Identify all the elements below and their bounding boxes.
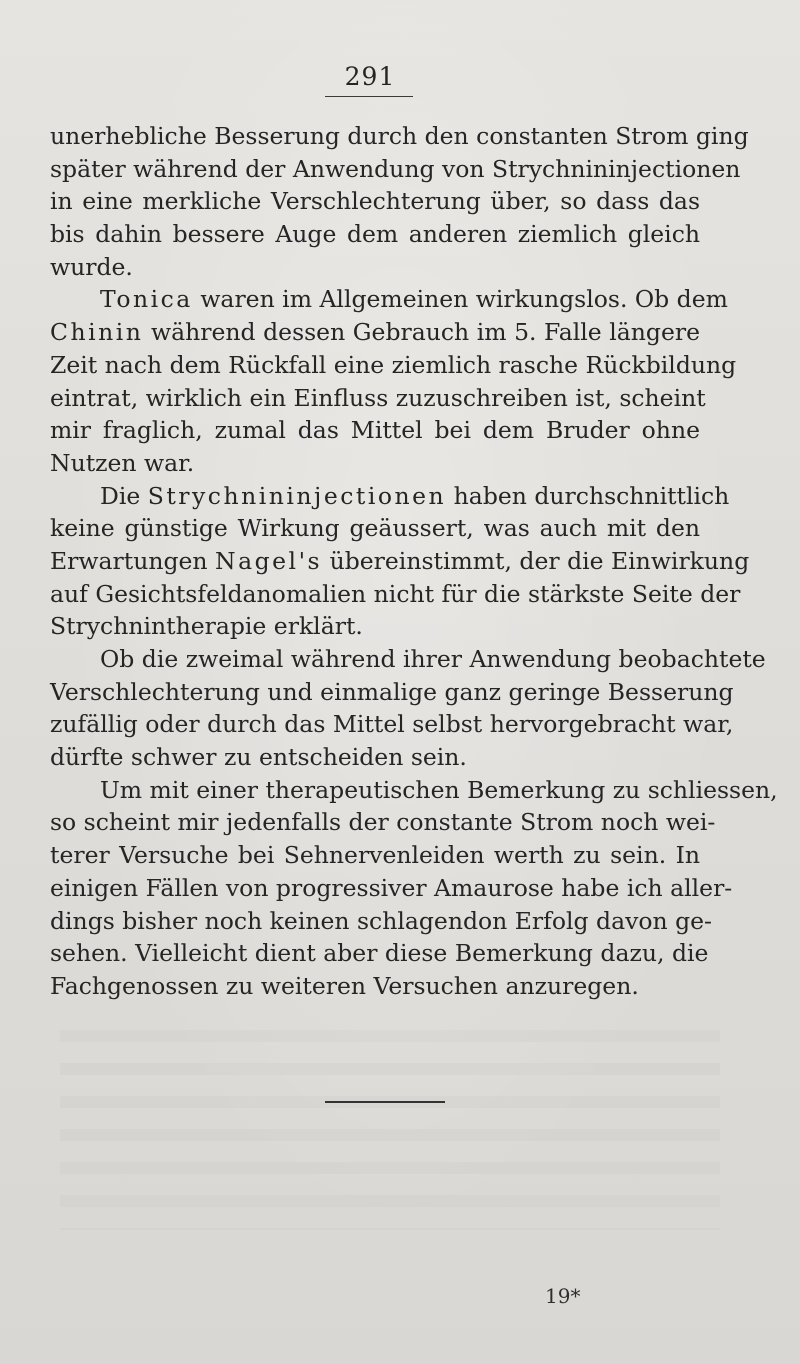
emphasis-nagel: Nagel's bbox=[215, 546, 323, 575]
text-line bbox=[50, 316, 700, 349]
text-fragment: während dessen Gebrauch im 5. Falle längere bbox=[150, 318, 700, 347]
text-line: bis dahin bessere Auge dem anderen ziemlich gleich bbox=[50, 220, 700, 249]
text-line: so scheint mir jedenfalls der constante Strom noch wei- bbox=[50, 808, 716, 837]
text-line: zufällig oder durch das Mittel selbst hervorgebracht war, bbox=[50, 710, 734, 739]
text-line bbox=[50, 480, 730, 513]
show-through-texture bbox=[60, 1030, 720, 1230]
emphasis-chinin: Chinin bbox=[50, 318, 144, 347]
text-fragment: haben durchschnittlich bbox=[453, 481, 730, 510]
text-line bbox=[50, 283, 728, 316]
text-fragment: Erwartungen bbox=[50, 546, 208, 575]
text-line: Um mit einer therapeutischen Bemerkung zu schliessen, bbox=[100, 775, 778, 804]
text-line: Strychnintherapie erklärt. bbox=[50, 612, 363, 641]
text-line bbox=[50, 545, 750, 578]
text-fragment: Die bbox=[100, 481, 141, 510]
signature-mark: 19* bbox=[545, 1284, 581, 1308]
text-line: Verschlechterung und einmalige ganz geringe Besserung bbox=[50, 677, 734, 706]
text-line: eintrat, wirklich ein Einfluss zuzuschreiben ist, scheint bbox=[50, 383, 706, 412]
emphasis-strychnininjectionen: Strychnininjectionen bbox=[147, 481, 447, 510]
text-line: mir fraglich, zumal das Mittel bei dem Bruder ohne bbox=[50, 416, 700, 445]
text-line: auf Gesichtsfeldanomalien nicht für die stärkste Seite der bbox=[50, 579, 741, 608]
text-line: Nutzen war. bbox=[50, 448, 195, 477]
text-line: dürfte schwer zu entscheiden sein. bbox=[50, 743, 467, 772]
text-line: einigen Fällen von progressiver Amaurose habe ich aller- bbox=[50, 873, 733, 902]
emphasis-tonica: Tonica bbox=[100, 285, 193, 314]
text-line: Fachgenossen zu weiteren Versuchen anzuregen. bbox=[50, 971, 639, 1000]
text-fragment: übereinstimmt, der die Einwirkung bbox=[329, 546, 750, 575]
text-line: Ob die zweimal während ihrer Anwendung beobachtete bbox=[100, 645, 766, 673]
page-number: 291 bbox=[344, 62, 396, 91]
text-line: später während der Anwendung von Strychnininjectionen bbox=[50, 154, 741, 183]
text-line: sehen. Vielleicht dient aber diese Bemerkung dazu, die bbox=[50, 939, 709, 968]
text-line: keine günstige Wirkung geäussert, was auch mit den bbox=[50, 514, 700, 543]
text-line: wurde. bbox=[50, 252, 133, 281]
section-end-rule bbox=[325, 1101, 445, 1103]
text-fragment: waren im Allgemeinen wirkungslos. Ob dem bbox=[200, 285, 728, 314]
text-line: Zeit nach dem Rückfall eine ziemlich rasche Rückbildung bbox=[50, 350, 737, 379]
body-text bbox=[50, 120, 778, 1003]
text-line: in eine merkliche Verschlechterung über, so dass das bbox=[50, 187, 700, 216]
header-rule bbox=[325, 96, 413, 97]
text-line: unerhebliche Besserung durch den constanten Strom ging bbox=[50, 122, 749, 150]
text-line: dings bisher noch keinen schlagendon Erfolg davon ge- bbox=[50, 906, 712, 935]
text-line: terer Versuche bei Sehnervenleiden werth zu sein. In bbox=[50, 841, 700, 870]
